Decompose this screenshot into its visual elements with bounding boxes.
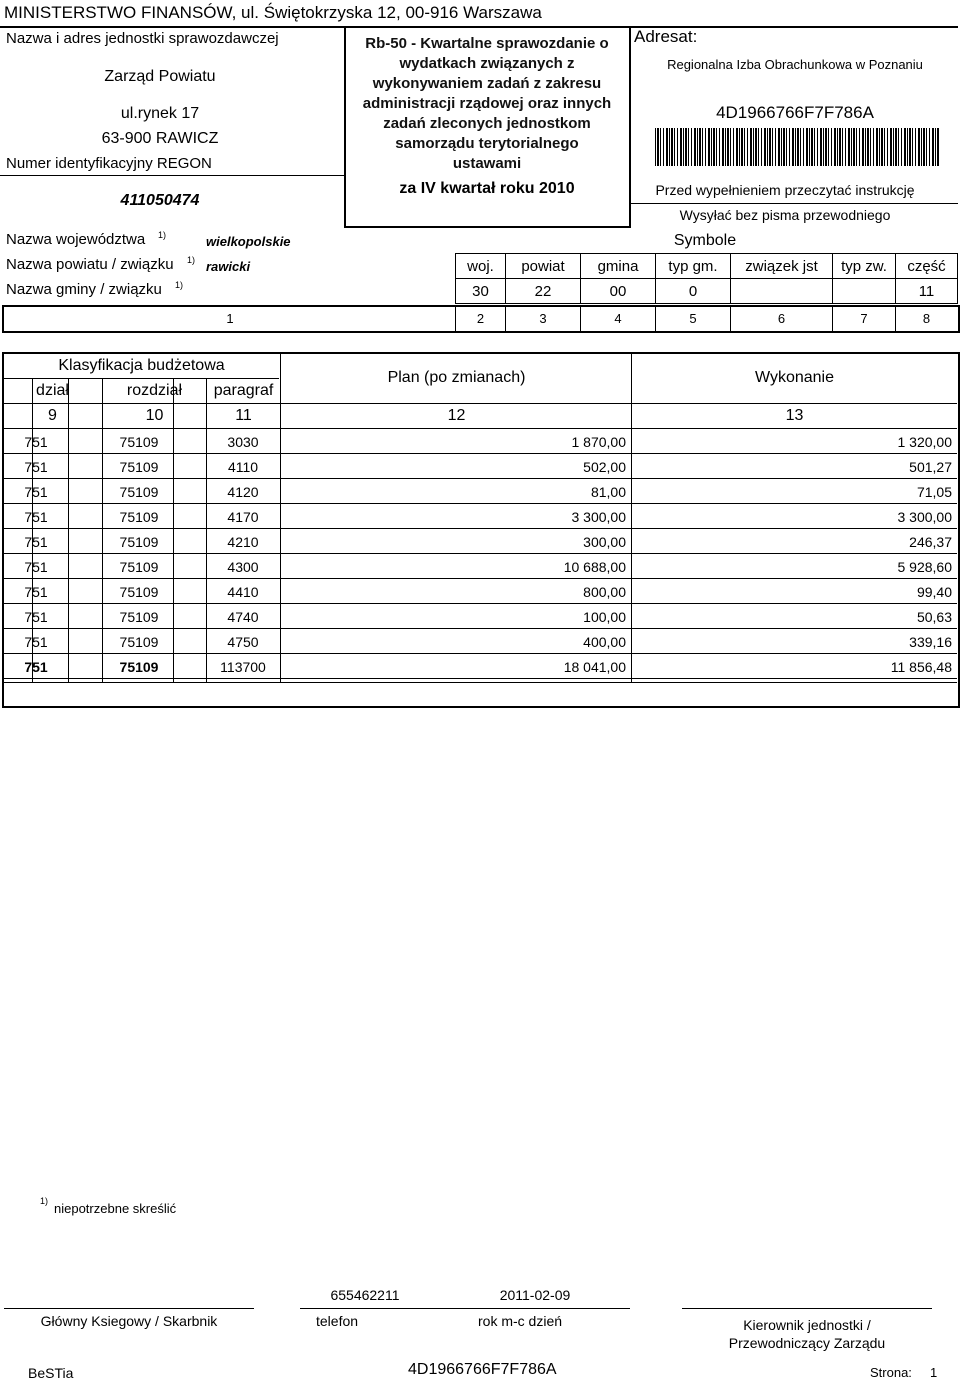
- col-header-plan: Plan (po zmianach): [387, 369, 526, 386]
- table-line: [3, 428, 957, 429]
- form-title-line: wydatkach związanych z: [399, 55, 575, 72]
- symbol-value: 30: [472, 283, 489, 300]
- table-row: [0, 605, 960, 630]
- table-row: [0, 630, 960, 655]
- col-header-rozdzial: rozdział: [126, 382, 183, 399]
- column-number: 4: [614, 311, 622, 326]
- row-divider: [3, 553, 957, 554]
- cell-wykonanie: 50,63: [916, 609, 952, 625]
- table-line: [3, 682, 957, 683]
- no-letter: Wysyłać bez pisma przewodniego: [679, 207, 891, 223]
- cell-plan: 10 688,00: [563, 559, 626, 575]
- cell-plan: 100,00: [583, 609, 626, 625]
- row-divider: [3, 528, 957, 529]
- doc-id: 4D1966766F7F786A: [716, 103, 874, 122]
- instruction: Przed wypełnieniem przeczytać instrukcję: [655, 182, 915, 198]
- table-row: [0, 505, 960, 530]
- classification-header: Klasyfikacja budżetowa: [58, 357, 225, 374]
- column-number: 8: [922, 311, 931, 326]
- regon-value: 411050474: [120, 192, 200, 209]
- form-title-line: administracji rządowej oraz innych: [362, 95, 612, 112]
- county-value: rawicki: [206, 259, 251, 274]
- symbol-value: 22: [534, 283, 552, 300]
- symbol-header: typ zw.: [841, 258, 887, 275]
- cell-wykonanie: 339,16: [909, 634, 952, 650]
- cell-wykonanie: 246,37: [909, 534, 952, 550]
- column-number: 6: [777, 311, 786, 326]
- symbol-header: typ gm.: [668, 258, 718, 275]
- cell-plan: 3 300,00: [571, 509, 626, 525]
- cell-paragraf: 3030: [227, 434, 259, 450]
- unit-city: 63-900 RAWICZ: [101, 130, 219, 147]
- col-header-dzial: dział: [36, 382, 69, 399]
- cell-paragraf: 4750: [227, 634, 259, 650]
- regon-divider: [0, 175, 344, 176]
- barcode-icon: [655, 128, 940, 166]
- column-number: 5: [689, 311, 697, 326]
- signature-line: [300, 1308, 630, 1309]
- row-divider: [3, 578, 957, 579]
- column-number: 3: [539, 311, 547, 326]
- cell-dzial: 751: [24, 484, 48, 500]
- cell-dzial: 751: [24, 659, 48, 675]
- table-col-number: 11: [235, 407, 252, 424]
- table-col-number: 10: [145, 407, 164, 424]
- cell-rozdzial: 75109: [119, 609, 159, 625]
- column-number: 1: [226, 311, 234, 326]
- row-divider: [3, 678, 957, 679]
- form-title-line: ustawami: [452, 155, 522, 172]
- cell-rozdzial: 75109: [119, 509, 159, 525]
- phone-value: 655462211: [330, 1287, 400, 1303]
- unit-name: Zarząd Powiatu: [104, 68, 216, 85]
- accountant-label: Główny Ksiegowy / Skarbnik: [40, 1313, 218, 1329]
- signature-line: [4, 1308, 254, 1309]
- cell-dzial: 751: [24, 634, 48, 650]
- cell-paragraf: 4170: [227, 509, 259, 525]
- cell-rozdzial: 75109: [119, 584, 159, 600]
- regon-label: Numer identyfikacyjny REGON: [6, 155, 212, 172]
- table-row: [0, 530, 960, 555]
- symbol-header: część: [907, 258, 946, 275]
- cell-dzial: 751: [24, 434, 48, 450]
- cell-paragraf: 4410: [227, 584, 259, 600]
- cell-wykonanie: 1 320,00: [897, 434, 952, 450]
- symbol-header: gmina: [597, 258, 639, 275]
- signature-line: [682, 1308, 932, 1309]
- cell-wykonanie: 501,27: [909, 459, 952, 475]
- symbol-value: 11: [918, 283, 935, 300]
- row-divider: [3, 628, 957, 629]
- symbols-col: [957, 253, 958, 303]
- row-divider: [3, 453, 957, 454]
- cell-plan: 800,00: [583, 584, 626, 600]
- cell-plan: 1 870,00: [571, 434, 626, 450]
- form-title-line: Rb-50 - Kwartalne sprawozdanie o: [365, 35, 609, 52]
- symbols-line: [455, 278, 958, 279]
- cell-wykonanie: 99,40: [916, 584, 952, 600]
- title-box-right: [629, 26, 631, 226]
- table-line: [3, 403, 957, 404]
- footnote-mark: 1): [187, 255, 196, 265]
- cell-dzial: 751: [24, 584, 48, 600]
- cell-rozdzial: 75109: [119, 434, 159, 450]
- unit-label: Nazwa i adres jednostki sprawozdawczej: [6, 30, 279, 47]
- page-label: Strona:: [870, 1365, 912, 1380]
- symbols-title: Symbole: [673, 232, 737, 249]
- cell-plan: 502,00: [583, 459, 626, 475]
- footer-doc-id: 4D1966766F7F786A: [408, 1361, 557, 1378]
- row-divider: [3, 503, 957, 504]
- ministry-line: MINISTERSTWO FINANSÓW, ul. Świętokrzyska 12, 00-916 Warszawa: [4, 3, 542, 22]
- table-col-number: 12: [447, 407, 466, 424]
- cell-wykonanie: 11 856,48: [890, 659, 952, 675]
- cell-wykonanie: 71,05: [916, 484, 952, 500]
- symbol-header: związek jst: [745, 258, 818, 275]
- cell-rozdzial: 75109: [119, 659, 159, 675]
- cell-wykonanie: 5 928,60: [897, 559, 952, 575]
- date-label: rok m-c dzień: [478, 1313, 563, 1329]
- page-number: 1: [930, 1365, 938, 1380]
- column-number: 2: [476, 311, 485, 326]
- symbol-header: powiat: [521, 258, 565, 275]
- symbols-line: [455, 303, 958, 304]
- cell-rozdzial: 75109: [119, 559, 159, 575]
- footnote-mark: 1): [175, 280, 184, 290]
- table-col-number: 13: [785, 407, 804, 424]
- cell-paragraf: 4120: [227, 484, 259, 500]
- column-number: 7: [860, 311, 868, 326]
- cell-paragraf: 4300: [227, 559, 259, 575]
- voivodeship-value: wielkopolskie: [206, 234, 291, 249]
- addressee-label: Adresat:: [634, 27, 698, 46]
- cell-plan: 400,00: [583, 634, 626, 650]
- col-header-wykonanie: Wykonanie: [754, 369, 834, 386]
- instruction-divider: [631, 203, 958, 204]
- cell-wykonanie: 3 300,00: [897, 509, 952, 525]
- row-divider: [3, 603, 957, 604]
- cell-paragraf: 4740: [227, 609, 259, 625]
- form-title-line: samorządu terytorialnego: [395, 135, 579, 152]
- cell-dzial: 751: [24, 509, 48, 525]
- cell-dzial: 751: [24, 559, 48, 575]
- table-line: [3, 378, 279, 379]
- form-title-line: zadań zleconych jednostkom: [383, 115, 591, 132]
- footnote-mark: 1): [158, 230, 167, 240]
- table-col-number: 9: [48, 407, 57, 424]
- cell-plan: 81,00: [590, 484, 626, 500]
- cell-dzial: 751: [24, 459, 48, 475]
- symbol-header: woj.: [467, 258, 494, 275]
- county-label: Nazwa powiatu / związku: [6, 256, 174, 273]
- title-box-bottom: [344, 226, 631, 228]
- row-divider: [3, 478, 957, 479]
- head-label-2: Przewodniczący Zarządu: [728, 1335, 886, 1351]
- head-label-1: Kierownik jednostki /: [743, 1317, 871, 1333]
- phone-label: telefon: [316, 1313, 359, 1329]
- table-row: [0, 555, 960, 580]
- software-name: BeSTia: [28, 1365, 74, 1381]
- symbols-line: [455, 253, 958, 254]
- table-row: [0, 480, 960, 505]
- cell-rozdzial: 75109: [119, 459, 159, 475]
- table-row: [0, 580, 960, 605]
- cell-rozdzial: 75109: [119, 534, 159, 550]
- date-value: 2011-02-09: [499, 1287, 571, 1303]
- form-title: [346, 34, 628, 174]
- col-header-paragraf: paragraf: [213, 382, 274, 399]
- footnote-mark: 1): [40, 1196, 49, 1206]
- table-total-row: [0, 655, 960, 680]
- top-border: [0, 26, 958, 28]
- voivodeship-label: Nazwa województwa: [6, 231, 146, 248]
- cell-dzial: 751: [24, 609, 48, 625]
- cell-plan: 300,00: [583, 534, 626, 550]
- addressee: Regionalna Izba Obrachunkowa w Poznaniu: [667, 57, 923, 72]
- symbol-value: 0: [688, 283, 698, 300]
- unit-street: ul.rynek 17: [120, 105, 200, 122]
- cell-rozdzial: 75109: [119, 484, 159, 500]
- commune-label: Nazwa gminy / związku: [6, 281, 162, 298]
- cell-dzial: 751: [24, 534, 48, 550]
- cell-rozdzial: 75109: [119, 634, 159, 650]
- table-row: [0, 430, 960, 455]
- period: za IV kwartał roku 2010: [399, 180, 575, 197]
- symbol-value: 00: [609, 283, 627, 300]
- cell-plan: 18 041,00: [563, 659, 626, 675]
- cell-paragraf: 4210: [227, 534, 259, 550]
- table-row: [0, 455, 960, 480]
- footnote-text: niepotrzebne skreślić: [54, 1201, 177, 1216]
- cell-paragraf: 113700: [220, 659, 266, 675]
- form-title-line: wykonywaniem zadań z zakresu: [372, 75, 602, 92]
- cell-paragraf: 4110: [227, 459, 259, 475]
- row-divider: [3, 653, 957, 654]
